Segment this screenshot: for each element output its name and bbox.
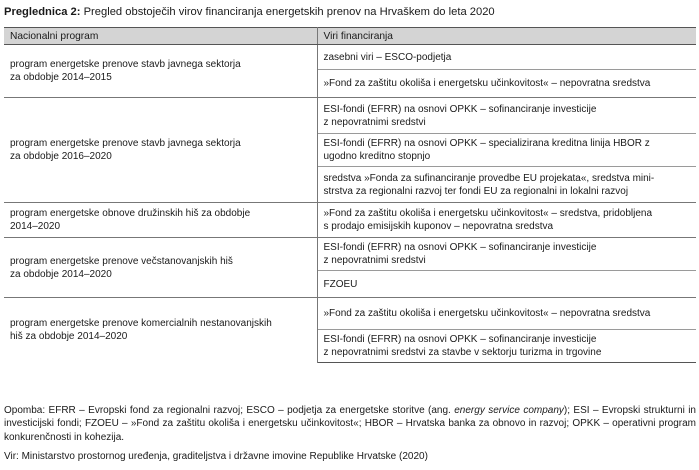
- source-cell: [317, 98, 696, 134]
- table-caption: [4, 5, 696, 19]
- program-line: program energetske obnove družinskih hiš za obdobje: [10, 208, 251, 219]
- source-line: ESI-fondi (EFRR) na osnovi OPKK – sofinanciranje investicije: [323, 242, 597, 253]
- source-line: s prodajo emisijskih kuponov – nepovratna sredstva: [323, 221, 554, 232]
- source-line: zasebni viri – ESCO-podjetja: [323, 51, 452, 63]
- program-line: za obdobje 2014–2020: [10, 268, 112, 280]
- source-line: »Fond za zaštitu okoliša i energetsku učinkovitost« – nepovratna sredstva: [323, 78, 651, 89]
- source-line: ESI-fondi (EFRR) na osnovi OPKK – sofinanciranje investicije: [323, 334, 597, 345]
- source-cell: [317, 203, 696, 238]
- source-line: ESI-fondi (EFRR) na osnovi OPKK – specializirana kreditna linija HBOR z: [323, 138, 650, 149]
- funding-table: [4, 27, 696, 363]
- program-line: za obdobje 2016–2020: [10, 151, 112, 162]
- source-cell: [317, 70, 696, 98]
- source-line: ESI-fondi (EFRR) na osnovi OPKK – sofinanciranje investicije: [323, 103, 597, 115]
- source-line: ugodno kreditno stopnjo: [323, 151, 431, 162]
- source-line: z nepovratnimi sredstvi: [323, 116, 426, 128]
- source-cell: [317, 238, 696, 271]
- source-cell: [317, 45, 696, 70]
- table-row: [4, 298, 696, 330]
- program-line: za obdobje 2014–2015: [10, 72, 112, 83]
- table-row: [4, 98, 696, 134]
- source-line: z nepovratnimi sredstvi: [323, 255, 426, 266]
- program-line: hiš za obdobje 2014–2020: [10, 331, 128, 343]
- table-header-row: [4, 28, 696, 45]
- header-national-program: Nacionalni program: [4, 28, 317, 45]
- source-line: FZOEU: [323, 278, 358, 290]
- source-line: z nepovratnimi sredstvi za stavbe v sektorju turizma in trgovine: [323, 347, 602, 358]
- table-source: Vir: Ministarstvo prostornog uređenja, graditeljstva i državne imovine Republike Hrvatske (2020): [4, 451, 428, 462]
- note-text: ); ESI – Evropski strukturni in investicijski fondi; FZOEU – »Fond za zaštitu okoliša i energetsku učinkovitost«; HBOR – Hrvatska banka za obnovo in razvoj; OPKK – operativni program konkurenčnosti in kohezija.: [4, 405, 696, 443]
- caption-title: Pregled obstoječih virov financiranja energetskih prenov na Hrvaškem do leta 2020: [83, 6, 495, 18]
- program-cell: [4, 238, 317, 298]
- program-cell: [4, 298, 317, 363]
- note-text: Opomba: EFRR – Evropski fond za regionalni razvoj; ESCO – podjetja za energetske storitve (ang.: [4, 405, 455, 416]
- source-cell: [317, 167, 696, 203]
- source-cell: [317, 271, 696, 298]
- source-line: sredstva »Fonda za sufinanciranje provedbe EU projekata«, sredstva mini-: [323, 172, 655, 184]
- table-row: [4, 238, 696, 271]
- table-row: [4, 203, 696, 238]
- program-line: program energetske prenove stavb javnega sektorja: [10, 138, 241, 149]
- source-cell: [317, 134, 696, 167]
- source-line: »Fond za zaštitu okoliša i energetsku učinkovitost« – nepovratna sredstva: [323, 308, 651, 319]
- source-cell: [317, 298, 696, 330]
- source-line: »Fond za zaštitu okoliša i energetsku učinkovitost« – sredstva, pridobljena: [323, 208, 653, 219]
- source-cell: [317, 330, 696, 363]
- table-note: [4, 404, 696, 444]
- caption-label: Preglednica 2:: [4, 6, 81, 18]
- note-italic-term: energy service company: [454, 405, 564, 416]
- table-row: [4, 45, 696, 70]
- program-cell: [4, 203, 317, 238]
- source-line: strstva za regionalni razvoj ter fondi EU za regionalni in lokalni razvoj: [323, 185, 629, 197]
- program-line: program energetske prenove večstanovanjskih hiš: [10, 255, 233, 267]
- program-cell: [4, 98, 317, 203]
- program-line: program energetske prenove komercialnih nestanovanjskih: [10, 318, 272, 330]
- program-line: program energetske prenove stavb javnega sektorja: [10, 59, 241, 70]
- header-funding-sources: Viri financiranja: [317, 28, 696, 45]
- program-cell: [4, 45, 317, 98]
- program-line: 2014–2020: [10, 221, 61, 232]
